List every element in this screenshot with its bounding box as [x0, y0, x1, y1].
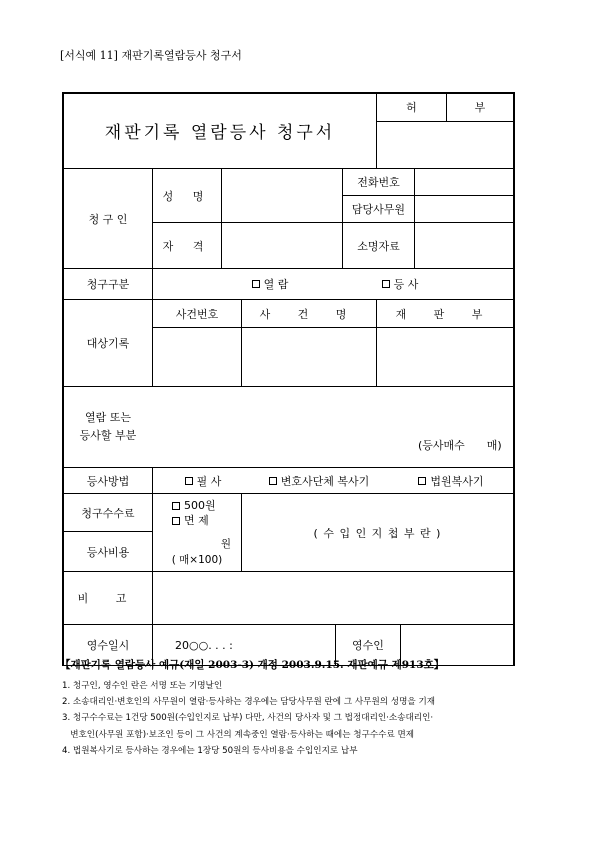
qualification-field[interactable] — [222, 223, 342, 268]
qualification-label: 자 격 — [162, 239, 212, 253]
receipt-date-label: 영수일시 — [86, 639, 130, 652]
note-item: 4. 법원복사기로 등사하는 경우에는 1장당 50원의 등사비용을 수입인지로 납부 — [62, 745, 358, 756]
request-type-view-option[interactable]: 열 람 — [225, 269, 315, 299]
notes-list — [62, 678, 542, 759]
request-type-copy-option[interactable]: 등 사 — [355, 269, 445, 299]
court-division-field[interactable] — [377, 328, 513, 386]
checkbox-icon — [252, 280, 260, 288]
fee-label: 청구수수료 — [81, 506, 135, 520]
fee-options — [172, 494, 240, 531]
method-court-copier-option[interactable]: 법원복사기 — [410, 468, 492, 493]
revenue-stamp-area[interactable]: ( 수 입 인 지 첩 부 란 ) — [313, 526, 442, 540]
notes-title: 【재판기록 열람등사 예규(재일 2003-3) 개정 2003.9.15. 재판예규 제913호】 — [60, 659, 445, 671]
cost-field[interactable]: 원 ( 매×100) — [171, 537, 231, 566]
case-number-header: 사건번호 — [175, 307, 219, 321]
part-field[interactable] — [153, 387, 513, 467]
case-name-field[interactable] — [242, 328, 376, 386]
checkbox-icon — [418, 477, 426, 485]
approval-bu-box[interactable] — [447, 122, 513, 168]
claimant-label: 청 구 인 — [88, 212, 128, 226]
approval-heo-box[interactable] — [377, 122, 446, 168]
proof-field[interactable] — [415, 223, 513, 268]
court-division-header: 재 판 부 — [395, 307, 495, 321]
fee-exempt-option[interactable]: 면 제 — [172, 513, 209, 528]
note-item: 2. 소송대리인·변호인의 사무원이 열람·등사하는 경우에는 담당사무원 란에 그 사무원의 성명을 기재 — [62, 697, 436, 708]
request-type-label: 청구구분 — [86, 278, 130, 291]
phone-label: 전화번호 — [357, 176, 400, 189]
method-handwrite-option[interactable]: 필 사 — [168, 468, 238, 493]
part-label: 열람 또는 등사할 부분 — [79, 411, 137, 442]
receipt-date-field[interactable]: 20○○. . . : — [175, 638, 233, 652]
approval-bu-label: 부 — [474, 101, 486, 114]
note-item: 변호인(사무원 포함)·보조인 등이 그 사건의 계속중인 열람·등사하는 때에는 청구수수료 면제 — [62, 729, 415, 740]
checkbox-icon — [269, 477, 277, 485]
approval-heo-label: 허 — [406, 101, 417, 114]
checkbox-icon — [172, 502, 180, 510]
checkbox-icon — [185, 477, 193, 485]
checkbox-icon — [172, 517, 180, 525]
receiver-label: 영수인 — [352, 639, 384, 652]
note-item: 3. 청구수수료는 1건당 500원(수입인지로 납부) 다만, 사건의 당사자 및 그 법정대리인·소송대리인· — [62, 713, 434, 724]
staff-field[interactable] — [415, 196, 513, 222]
name-label: 성 명 — [162, 189, 212, 203]
remark-field[interactable] — [153, 572, 513, 624]
remark-label: 비 고 — [77, 592, 139, 605]
form-number-label: [서식예 11] 재판기록열람등사 청구서 — [60, 49, 242, 62]
target-record-label: 대상기록 — [86, 337, 130, 350]
proof-label: 소명자료 — [357, 239, 400, 253]
cost-label: 등사비용 — [86, 545, 130, 559]
form-title: 재판기록 열람등사 청구서 — [104, 123, 336, 143]
checkbox-icon — [382, 280, 390, 288]
name-field[interactable] — [222, 169, 342, 222]
phone-field[interactable] — [415, 169, 513, 195]
fee-500-option[interactable]: 500원 — [172, 498, 216, 513]
method-bar-copier-option[interactable]: 변호사단체 복사기 — [254, 468, 384, 493]
staff-label: 담당사무원 — [351, 203, 406, 216]
copy-count: (등사매수 매) — [418, 439, 502, 452]
case-number-field[interactable] — [153, 328, 241, 386]
note-item: 1. 청구인, 영수인 란은 서명 또는 기명날인 — [62, 681, 223, 691]
copy-method-label: 등사방법 — [86, 474, 130, 488]
case-name-header: 사 건 명 — [259, 307, 359, 321]
